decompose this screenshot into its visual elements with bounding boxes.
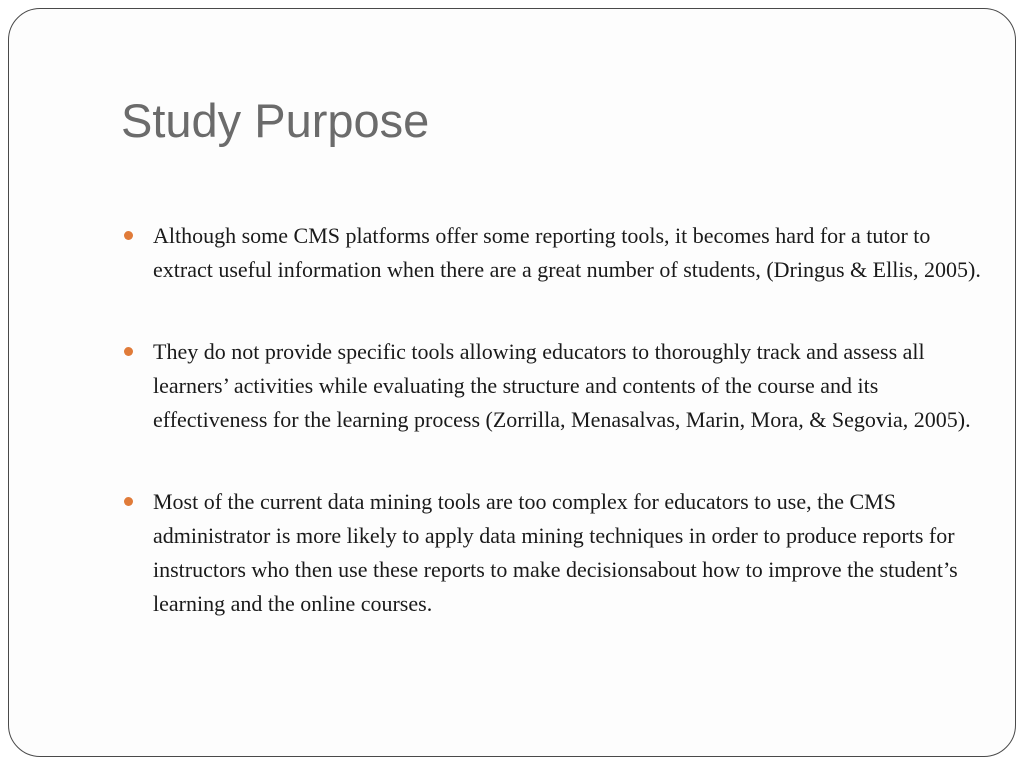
bullet-dot-icon: [124, 231, 133, 240]
bullet-text: Most of the current data mining tools are too complex for educators to use, the CMS administrator is more likely to apply data mining techniques in order to produce reports for instructors who then use these reports to make decisionsabout how to improve the student’s learning and the online courses.: [153, 489, 958, 616]
slide-title: Study Purpose: [121, 94, 430, 147]
bullet-text: They do not provide specific tools allowing educators to thoroughly track and assess all learners’ activities while evaluating the structure and contents of the course and its effectiveness for the learning process (Zorrilla, Menasalvas, Marin, Mora, & Segovia, 2005).: [153, 339, 971, 432]
bullet-dot-icon: [124, 497, 133, 506]
slide-frame: [8, 8, 1016, 757]
bullet-text: Although some CMS platforms offer some reporting tools, it becomes hard for a tutor to extract useful information when there are a great number of students, (Dringus & Ellis, 2005).: [153, 223, 981, 282]
bullet-item: [121, 485, 981, 621]
bullet-list: [121, 219, 981, 621]
bullet-item: [121, 335, 981, 437]
bullet-dot-icon: [124, 347, 133, 356]
bullet-item: [121, 219, 981, 287]
